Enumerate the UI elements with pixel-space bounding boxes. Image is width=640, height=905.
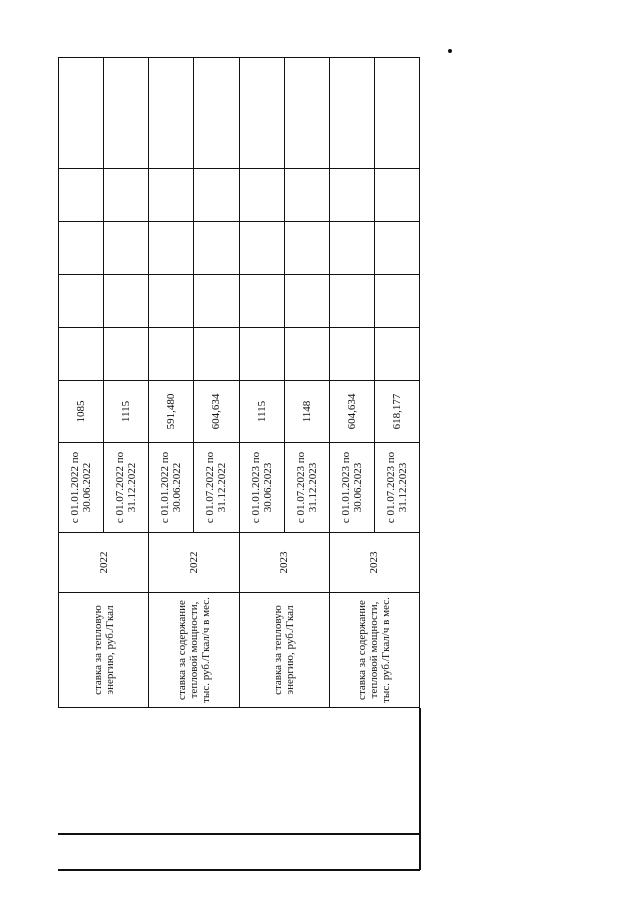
empty-cell bbox=[194, 169, 239, 222]
empty-cell bbox=[194, 222, 239, 275]
empty-cell bbox=[329, 222, 374, 275]
table-row bbox=[59, 58, 104, 708]
empty-cell bbox=[59, 169, 104, 222]
rate-label: ставка за тепловую энергию, руб./Гкал bbox=[239, 593, 329, 708]
empty-cell bbox=[239, 58, 284, 169]
value-cell: 618,177 bbox=[374, 381, 419, 443]
table-row bbox=[239, 58, 284, 708]
empty-cell bbox=[374, 222, 419, 275]
period-cell: с 01.07.2023 по 31.12.2023 bbox=[284, 443, 329, 533]
empty-cell bbox=[149, 222, 194, 275]
value-cell: 604,634 bbox=[329, 381, 374, 443]
empty-cell bbox=[149, 58, 194, 169]
empty-cell bbox=[239, 328, 284, 381]
value-cell: 1085 bbox=[59, 381, 104, 443]
empty-cell bbox=[194, 58, 239, 169]
empty-cell bbox=[59, 222, 104, 275]
period-cell: с 01.07.2023 по 31.12.2023 bbox=[374, 443, 419, 533]
rotated-table-container bbox=[58, 58, 420, 708]
empty-cell bbox=[104, 275, 149, 328]
year-cell: 2023 bbox=[329, 533, 419, 593]
value-cell: 1148 bbox=[284, 381, 329, 443]
period-cell: с 01.07.2022 по 31.12.2022 bbox=[194, 443, 239, 533]
empty-cell bbox=[194, 275, 239, 328]
table-row bbox=[329, 58, 374, 708]
empty-cell bbox=[149, 275, 194, 328]
empty-cell bbox=[149, 328, 194, 381]
tariff-table bbox=[58, 57, 420, 708]
empty-cell bbox=[284, 222, 329, 275]
empty-cell bbox=[284, 58, 329, 169]
empty-cell bbox=[149, 169, 194, 222]
value-cell: 1115 bbox=[104, 381, 149, 443]
year-cell: 2022 bbox=[59, 533, 149, 593]
empty-cell bbox=[329, 275, 374, 328]
rate-label: ставка за содержание тепловой мощности, тыс. руб./Гкал/ч в мес. bbox=[149, 593, 239, 708]
empty-cell bbox=[59, 328, 104, 381]
empty-cell bbox=[329, 58, 374, 169]
empty-cell bbox=[374, 328, 419, 381]
empty-cell bbox=[329, 169, 374, 222]
value-cell: 1115 bbox=[239, 381, 284, 443]
year-cell: 2022 bbox=[149, 533, 239, 593]
period-cell: с 01.07.2022 по 31.12.2022 bbox=[104, 443, 149, 533]
empty-cell bbox=[284, 169, 329, 222]
empty-cell bbox=[239, 275, 284, 328]
period-cell: с 01.01.2022 по 30.06.2022 bbox=[59, 443, 104, 533]
empty-cell bbox=[374, 169, 419, 222]
empty-cell bbox=[104, 222, 149, 275]
period-cell: с 01.01.2022 по 30.06.2022 bbox=[149, 443, 194, 533]
empty-cell bbox=[59, 275, 104, 328]
empty-cell bbox=[329, 328, 374, 381]
value-cell: 591,480 bbox=[149, 381, 194, 443]
empty-cell bbox=[239, 222, 284, 275]
frame-line bbox=[58, 869, 420, 871]
period-cell: с 01.01.2023 по 30.06.2023 bbox=[329, 443, 374, 533]
value-cell: 604,634 bbox=[194, 381, 239, 443]
frame-line bbox=[58, 833, 420, 835]
empty-cell bbox=[374, 275, 419, 328]
period-cell: с 01.01.2023 по 30.06.2023 bbox=[239, 443, 284, 533]
empty-cell bbox=[374, 58, 419, 169]
empty-cell bbox=[194, 328, 239, 381]
stray-dot bbox=[448, 49, 452, 53]
empty-cell bbox=[239, 169, 284, 222]
empty-cell bbox=[284, 275, 329, 328]
rate-label: ставка за содержание тепловой мощности, тыс. руб./Гкал/ч в мес. bbox=[329, 593, 419, 708]
table-row bbox=[149, 58, 194, 708]
document-page bbox=[58, 58, 420, 708]
rate-label: ставка за тепловую энергию, руб./Гкал bbox=[59, 593, 149, 708]
empty-cell bbox=[104, 58, 149, 169]
frame-line bbox=[419, 708, 421, 870]
empty-cell bbox=[104, 169, 149, 222]
empty-cell bbox=[59, 58, 104, 169]
year-cell: 2023 bbox=[239, 533, 329, 593]
empty-cell bbox=[104, 328, 149, 381]
empty-cell bbox=[284, 328, 329, 381]
